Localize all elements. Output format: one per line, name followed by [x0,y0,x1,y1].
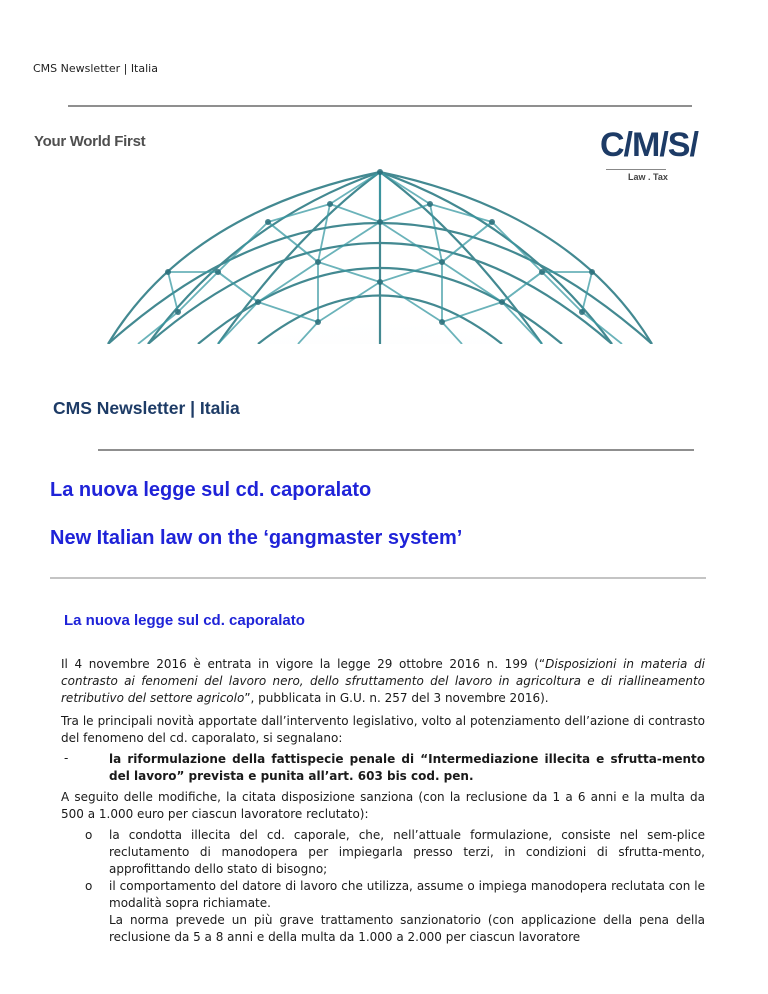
geodesic-dome-icon [68,112,698,344]
newsletter-title: CMS Newsletter | Italia [53,398,240,418]
list-item [85,827,705,878]
headline-english[interactable]: New Italian law on the ‘gangmaster system’ [50,527,463,549]
logo-divider [606,169,666,170]
paragraph-intro [61,656,705,707]
list-dash-marker: - [64,751,69,765]
headline-italian[interactable]: La nuova legge sul cd. caporalato [50,479,372,501]
paragraph-sanctions: A seguito delle modifiche, la citata disposizione sanziona (con la reclusione da 1 a 6 anni e la multa da 500 a 1.000 euro per ciascun lavoratore reclutato): [61,790,705,821]
intro-text-b: ”, pubblicata in G.U. n. 257 del 3 novembre 2016). [244,691,549,705]
list-item [85,878,705,946]
intro-text-a: Il 4 novembre 2016 è entrata in vigore la legge 29 ottobre 2016 n. 199 (“ [61,657,546,671]
sub-list [85,827,705,946]
logo-text: C/M/S/ [600,126,698,164]
divider-middle [98,449,694,451]
list-item-text: la condotta illecita del cd. caporale, che, nell’attuale formulazione, consiste nel sem-plice reclutamento di manodopera per impiegarla presso terzi, in condizioni di sfrutta-mento, approfittando dello stato di bisogno; [109,828,705,876]
logo-subtitle: Law . Tax [628,172,668,182]
list-item-text: il comportamento del datore di lavoro che utilizza, assume o impiega manodopera reclutata con le modalità sopra richiamate. [109,879,705,910]
cms-logo [600,125,698,182]
divider-section [50,577,706,579]
paragraph-novelties: Tra le principali novità apportate dall’intervento legislativo, volto al potenziamento dell’azione di contrasto del fenomeno del cd. caporalato, si segnalano: [61,714,705,745]
list-item-continuation: La norma prevede un più grave trattamento sanzionatorio (con applicazione della pena della reclusione da 5 a 8 anni e della multa da 1.000 a 2.000 per ciascun lavoratore [109,913,705,944]
list-bullet-marker: o [85,828,93,842]
page-header-label: CMS Newsletter | Italia [33,62,158,75]
banner-image [68,112,698,344]
list-item-reformulation: la riformulazione della fattispecie penale di “Intermediazione illecita e sfrutta-mento del lavoro” prevista e punita all’art. 603 bis cod. pen. [109,752,705,783]
intro-law-title: Disposizioni in materia di contrasto ai fenomeni del lavoro nero, dello sfruttamento del lavoro in agricoltura e di riallineamento retributivo del settore agricolo [61,657,706,705]
list-bullet-marker: o [85,879,93,893]
tagline: Your World First [34,133,146,150]
section-heading: La nuova legge sul cd. caporalato [64,612,305,629]
divider-top [68,105,692,107]
